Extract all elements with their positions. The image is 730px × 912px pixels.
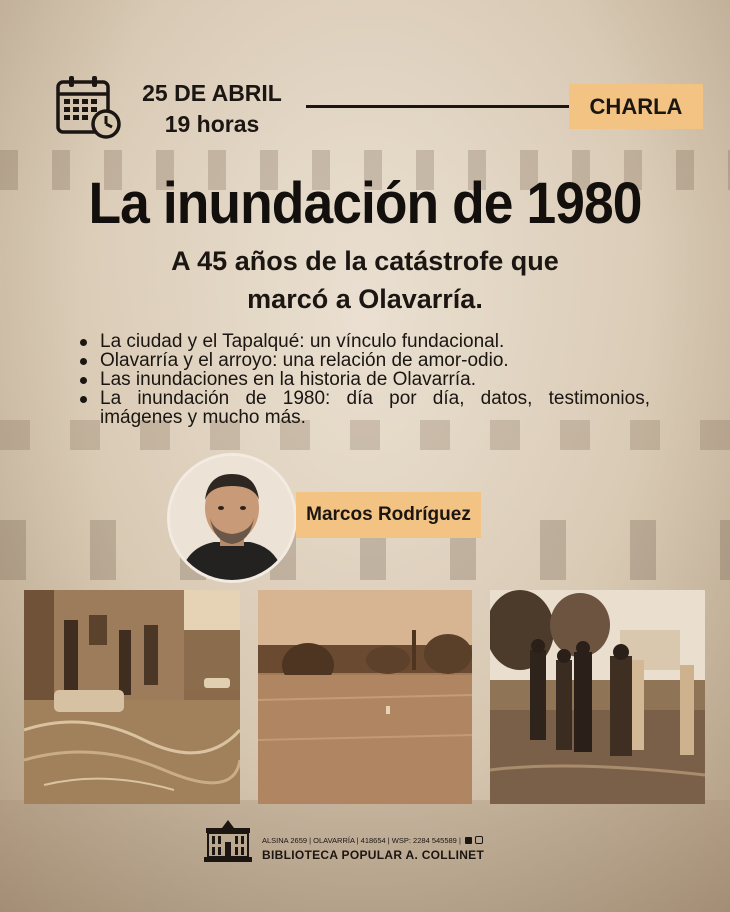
flood-photo-street [24, 590, 240, 804]
speaker-name: Marcos Rodríguez [296, 492, 481, 538]
speaker-avatar [167, 453, 297, 583]
event-date: 25 DE ABRIL [142, 80, 282, 106]
calendar-clock-icon [56, 74, 122, 140]
subtitle-line: A 45 años de la catástrofe que [171, 246, 559, 276]
subtitle-line: marcó a Olavarría. [247, 284, 483, 314]
facebook-icon[interactable] [465, 837, 472, 844]
topic-item: Olavarría y el arroyo: una relación de amor-odio. [100, 351, 650, 370]
topic-item: Las inundaciones en la historia de Olavarría. [100, 370, 650, 389]
contact-info-text: ALSINA 2659 | OLAVARRÍA | 418654 | WSP: 2284 545589 | [262, 836, 461, 845]
flood-photo-people [490, 590, 705, 804]
speaker-photo [170, 456, 294, 580]
instagram-icon[interactable] [475, 836, 483, 844]
library-building-icon [202, 818, 254, 864]
poster-title: La inundación de 1980 [88, 171, 642, 236]
event-type-badge: CHARLA [569, 84, 703, 129]
flood-photo-plaza [258, 590, 472, 804]
contact-info [262, 836, 483, 845]
event-time: 19 horas [164, 111, 260, 137]
divider-line [306, 105, 569, 108]
event-date-time [132, 78, 292, 140]
topic-item: La inundación de 1980: día por día, datos, testimonios, imágenes y mucho más. [100, 388, 650, 428]
poster-subtitle [90, 242, 640, 318]
topic-item: La ciudad y el Tapalqué: un vínculo fundacional. [100, 332, 650, 351]
organization-name: BIBLIOTECA POPULAR A. COLLINET [262, 848, 485, 862]
topics-list [100, 332, 650, 427]
